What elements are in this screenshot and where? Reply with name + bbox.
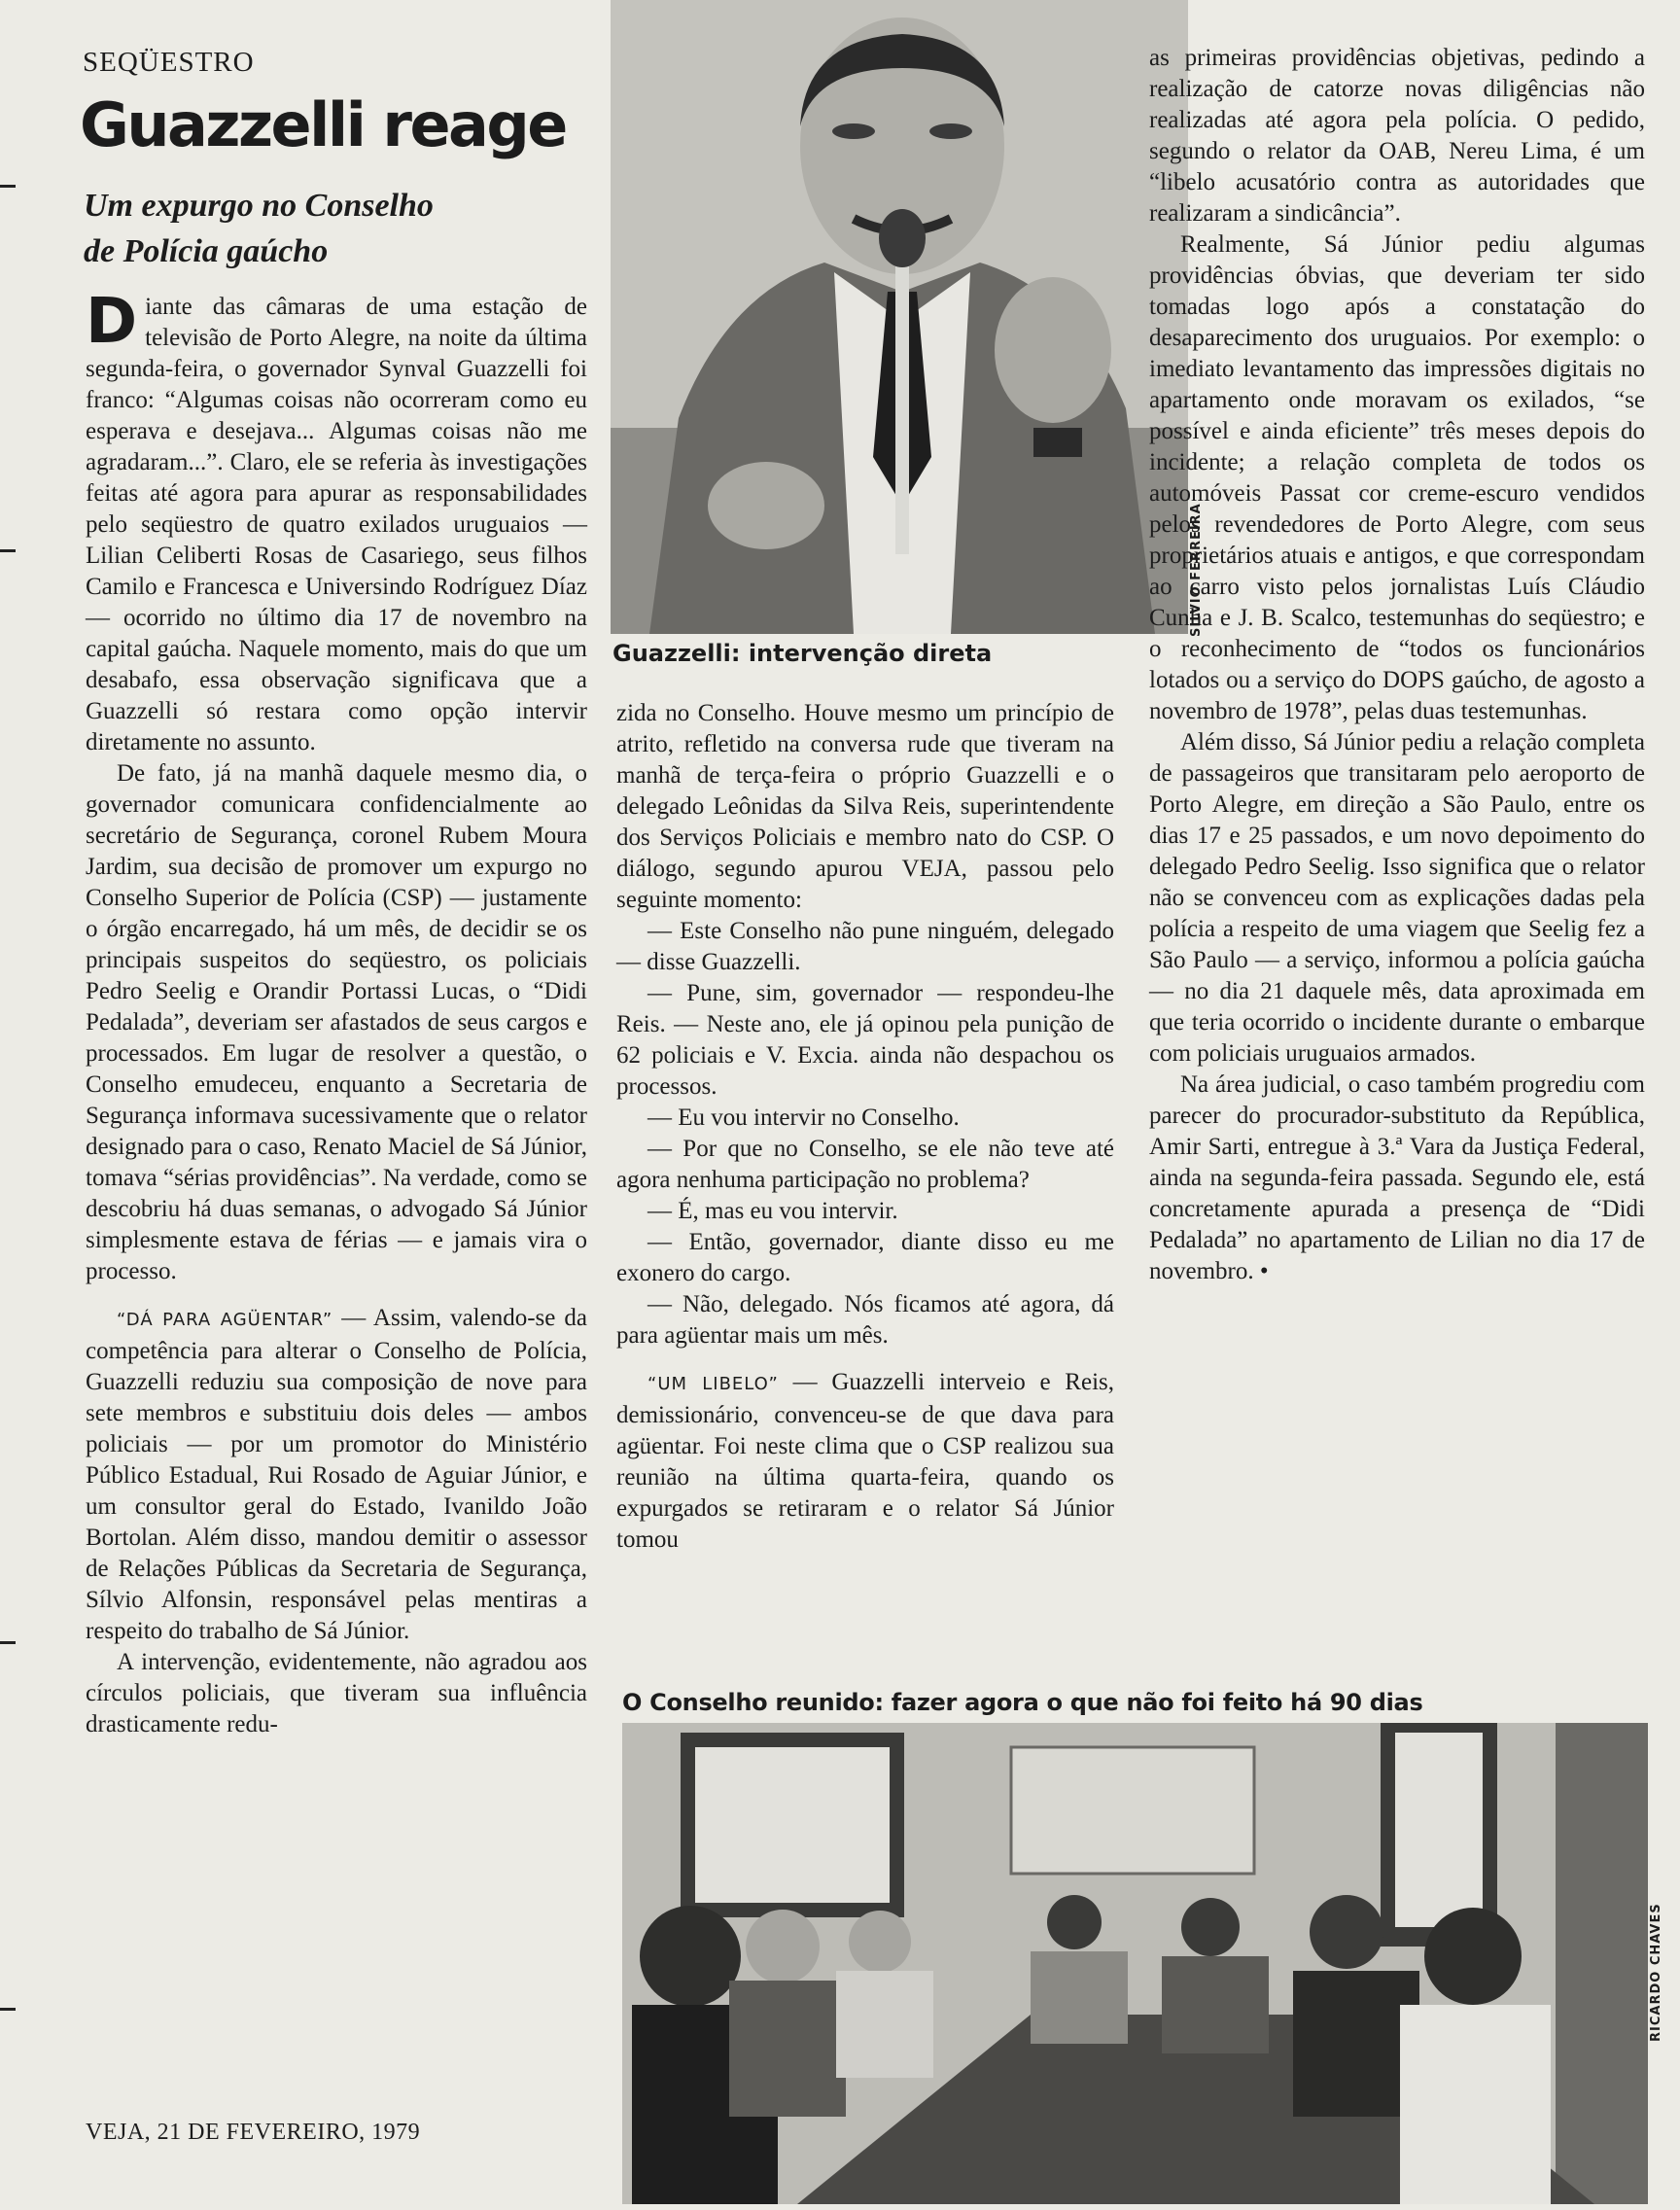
dialogue-line: — Então, governador, diante disso eu me exonero do cargo. [616,1229,1114,1286]
subheadline-line: de Polícia gaúcho [84,233,329,269]
article-column-3 [1149,43,1645,1287]
paragraph [616,1367,1114,1556]
dialogue-line: — É, mas eu vou intervir. [648,1198,898,1224]
paragraph: A intervenção, evidentemente, não agradou aos círculos policiais, que tiveram sua influência drasticamente redu- [86,1649,587,1737]
dialogue-line: — Por que no Conselho, se ele não teve até agora nenhuma participação no problema? [616,1136,1114,1193]
portrait-illustration [611,0,1188,634]
paragraph: zida no Conselho. Houve mesmo um princípio de atrito, refletido na conversa rude que tiveram na manhã de terça-feira o próprio Guazzelli e o delegado Leônidas da Silva Reis, superintendente dos Serviços Policiais e membro nato do CSP. O diálogo, segundo apurou VEJA, passou pelo seguinte momento: [616,700,1114,913]
binding-mark [0,1641,16,1644]
photo-caption: Guazzelli: intervenção direta [612,640,993,667]
subheadline [84,183,434,274]
dialogue-line: — Pune, sim, governador — respondeu-lhe Reis. — Neste ano, ele já opinou pela punição de 62 policiais e V. Excia. ainda não despachou os processos. [616,980,1114,1100]
meeting-illustration [622,1723,1648,2204]
headline: Guazzelli reage [80,89,566,160]
dialogue-line: — Este Conselho não pune ninguém, delegado — disse Guazzelli. [616,918,1114,975]
photo-credit: RICARDO CHAVES [1649,1903,1663,2042]
section-run-in: “UM LIBELO” [648,1374,779,1394]
paragraph-text: Na área judicial, o caso também progrediu com parecer do procurador-substituto da República, Amir Sarti, entregue à 3.ª Vara da Justiça Federal, ainda na segunda-feira passada. Segundo ele, está concretamente apurada a presença de “Didi Pedalada” no apartamento de Lilian no dia 17 de novembro. [1149,1071,1645,1284]
portrait-photo [611,0,1188,634]
dialogue-line: — Eu vou intervir no Conselho. [648,1105,960,1131]
paragraph-text: — Assim, valendo-se da competência para alterar o Conselho de Polícia, Guazzelli reduziu sua composição de nove para sete membros e substituiu dois deles — ambos policiais — por um promotor do Ministério Público Estadual, Rui Rosado de Aguiar Júnior, e um consultor geral do Estado, Ivanildo João Bortolan. Além disso, mandou demitir o assessor de Relações Públicas da Secretaria de Segurança, Sílvio Alfonsin, responsável pelas mentiras a respeito do trabalho de Sá Júnior. [86,1305,587,1644]
photo-caption: O Conselho reunido: fazer agora o que não foi feito há 90 dias [622,1689,1423,1716]
dialogue-line: — Não, delegado. Nós ficamos até agora, dá para agüentar mais um mês. [616,1291,1114,1349]
paragraph: De fato, já na manhã daquele mesmo dia, o governador comunicara confidencialmente ao secretário de Segurança, coronel Rubem Moura Jardim, sua decisão de promover um expurgo no Conselho Superior de Polícia (CSP) — justamente o órgão encarregado, há um mês, de decidir se os principais suspeitos do seqüestro, os policiais Pedro Seelig e Orandir Portassi Lucas, o “Didi Pedalada”, deveriam ser afastados de seus cargos e processados. Em lugar de resolver a questão, o Conselho emudeceu, enquanto a Secretaria de Segurança informava sucessivamente que o relator designado para o caso, Renato Maciel de Sá Júnior, tomava “sérias providências”. Na verdade, como se descobriu há duas semanas, o advogado Sá Júnior simplesmente estava de férias — e jamais vira o processo. [86,760,587,1284]
paragraph [86,286,587,758]
page-footer: VEJA, 21 DE FEVEREIRO, 1979 [86,2120,421,2145]
section-kicker: SEQÜESTRO [83,47,255,78]
paragraph: Além disso, Sá Júnior pediu a relação completa de passageiros que transitaram pelo aeroporto de Porto Alegre, em direção a São Paulo, entre os dias 17 e 25 passados, e um novo depoimento do delegado Pedro Seelig. Isso significa que o relator não se convenceu com as explicações dadas pela polícia a respeito de uma viagem que Seelig fez a São Paulo — a serviço, informou a polícia gaúcha — no dia 21 daquele mês, data aproximada em que teria ocorrido o incidente durante o embarque com policiais uruguaios armados. [1149,729,1645,1067]
subheadline-line: Um expurgo no Conselho [84,188,434,224]
article-column-1 [86,286,587,1740]
paragraph: as primeiras providências objetivas, pedindo a realização de catorze novas diligências não realizadas até agora pela polícia. O pedido, segundo o relator da OAB, Nereu Lima, é um “libelo acusatório contra as autoridades que realizaram a sindicância”. [1149,45,1645,227]
binding-mark [0,2008,16,2011]
paragraph-text: — Guazzelli interveio e Reis, demissionário, convenceu-se de que dava para agüentar. Foi neste clima que o CSP realizou sua reunião na última quarta-feira, quando os expurgados se retiraram e o relator Sá Júnior tomou [616,1369,1114,1553]
end-mark: • [1259,1258,1269,1284]
article-column-2 [616,698,1114,1556]
meeting-photo [622,1723,1648,2204]
paragraph: Realmente, Sá Júnior pediu algumas providências óbvias, que deveriam ter sido tomadas logo após a constatação do desaparecimento dos uruguaios. Por exemplo: o imediato levantamento das impressões digitais no apartamento onde moravam os exilados, “se possível e ainda eficiente” três meses depois do incidente; a relação completa de todos os automóveis Passat cor creme-escuro vendidos pelos revendedores de Porto Alegre, com seus proprietários atuais e antigos, e que correspondam ao carro visto pelos jornalistas Luís Cláudio Cunha e J. B. Scalco, testemunhas do seqüestro; e o reconhecimento de “todos os funcionários lotados ou a serviço do DOPS gaúcho, de agosto a novembro de 1978”, pelas duas testemunhas. [1149,231,1645,724]
binding-mark [0,549,16,552]
paragraph-text: iante das câmaras de uma estação de televisão de Porto Alegre, na noite da última segunda-feira, o governador Synval Guazzelli foi franco: “Algumas coisas não ocorreram como eu esperava e desejava... Algumas coisas não me agradaram...”. Claro, ele se referia às investigações feitas até agora para apurar as responsabilidades pelo seqüestro de quatro exilados uruguaios — Lilian Celiberti Rosas de Casariego, seus filhos Camilo e Francesca e Universindo Rodríguez Díaz — ocorrido no último dia 17 de novembro na capital gaúcha. Naquele momento, mais do que um desabafo, essa observação significava que a Guazzelli só restara como opção intervir diretamente no assunto. [86,294,587,755]
binding-mark [0,185,16,188]
paragraph [86,1303,587,1647]
paragraph [1149,1070,1645,1287]
section-run-in: “DÁ PARA AGÜENTAR” [117,1310,333,1330]
photo-credit: SILVIO FERREIRA [1189,503,1204,637]
drop-cap: D [86,286,138,358]
